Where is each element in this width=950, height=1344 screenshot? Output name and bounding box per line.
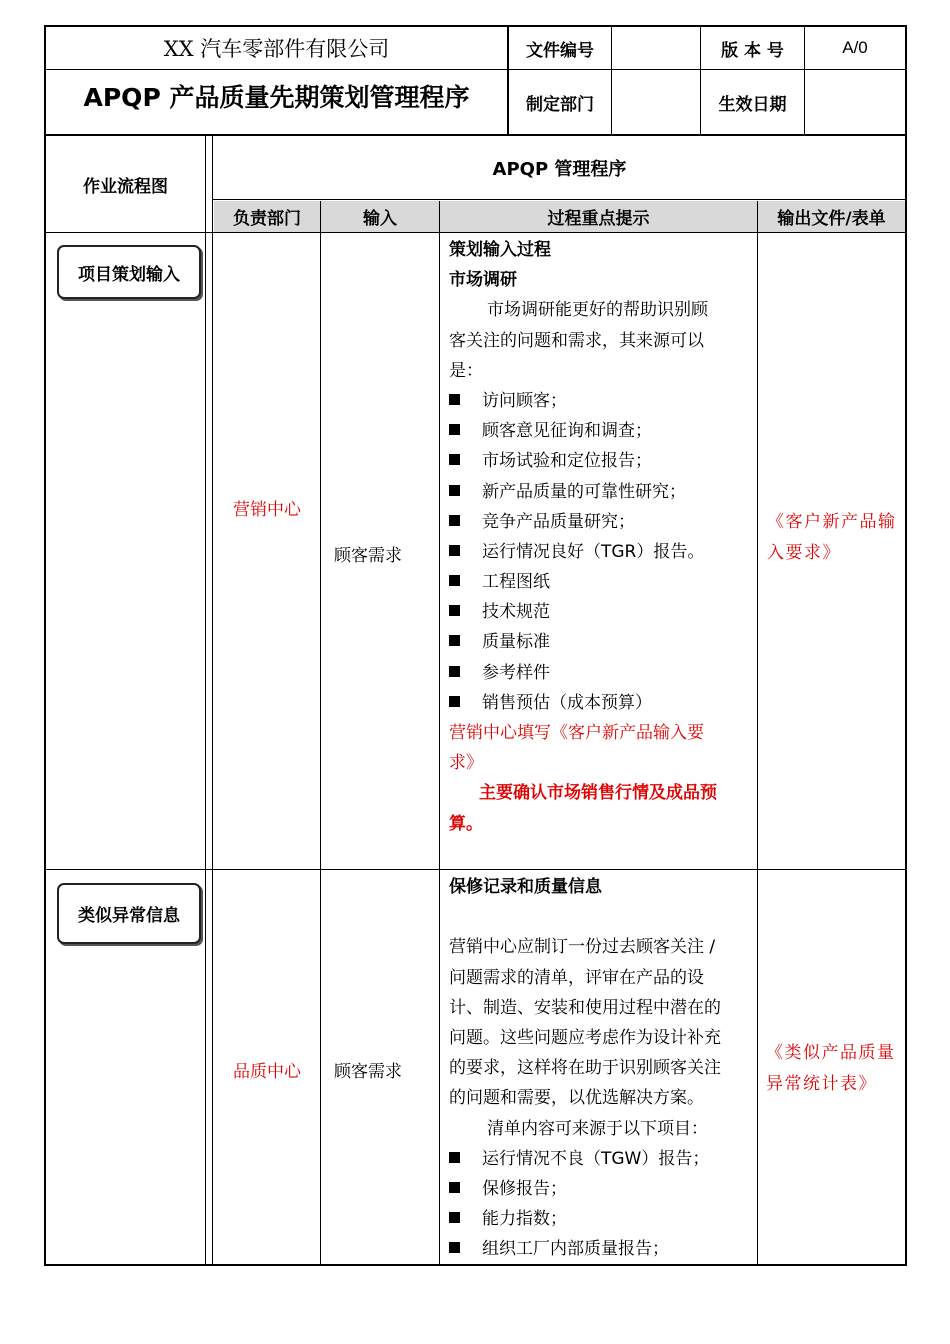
- main-header-divider: [213, 199, 905, 200]
- process-line-text: 组织工厂内部质量报告；: [482, 1239, 669, 1260]
- column-header-department: 负责部门: [233, 209, 301, 229]
- process-line: [449, 748, 751, 778]
- row1-output: 《客户新产品输入要求》: [767, 512, 897, 563]
- row-divider: [44, 869, 907, 870]
- process-line-text: 运行情况良好（TGR）报告。: [482, 541, 705, 562]
- header-divider-left: [44, 69, 507, 70]
- dept-label: 制定部门: [526, 95, 594, 115]
- document-title: APQP 产品质量先期策划管理程序: [83, 83, 470, 112]
- process-line-text: 质量标准: [482, 632, 550, 653]
- process-line-text: 算。: [449, 813, 483, 834]
- process-line-text: 的问题和需要，以优选解决方案。: [449, 1088, 704, 1109]
- doc-no-label: 文件编号: [526, 40, 594, 61]
- col-divider-3: [757, 201, 758, 1265]
- flow-column-double-line-b: [212, 136, 213, 1266]
- header-divider-right: [509, 69, 907, 70]
- bullet-square-icon: [449, 485, 460, 496]
- process-line-text: 是：: [449, 360, 483, 381]
- bullet-square-icon: [449, 545, 460, 556]
- row2-department: 品质中心: [233, 1061, 301, 1082]
- column-header-bottom: [44, 232, 907, 233]
- process-line-text: 客关注的问题和需求，其来源可以: [449, 330, 704, 351]
- process-line-text: 营销中心应制订一份过去顾客关注 /: [449, 937, 716, 958]
- row1-input: 顾客需求: [334, 545, 402, 566]
- process-line: [449, 1114, 751, 1144]
- process-line-text: 工程图纸: [482, 572, 550, 593]
- process-line: [449, 932, 751, 962]
- process-line: [449, 597, 751, 627]
- process-line-text: 参考样件: [482, 662, 550, 683]
- bullet-square-icon: [449, 515, 460, 526]
- process-line-text: 的要求，这样将在助于识别顾客关注: [449, 1058, 721, 1079]
- bullet-square-icon: [449, 454, 460, 465]
- bullet-square-icon: [449, 1212, 460, 1223]
- process-line-text: 运行情况不良（TGW）报告；: [482, 1148, 710, 1169]
- bullet-square-icon: [449, 605, 460, 616]
- process-line: [449, 1053, 751, 1083]
- process-line: [449, 537, 751, 567]
- main-procedure-header: APQP 管理程序: [492, 158, 627, 180]
- bullet-square-icon: [449, 1242, 460, 1253]
- column-header-process: 过程重点提示: [547, 209, 650, 229]
- version-label: 版 本 号: [721, 40, 784, 61]
- process-line: [449, 567, 751, 597]
- process-line: [449, 416, 751, 446]
- process-line: [449, 477, 751, 507]
- process-line-text: 求》: [449, 753, 483, 774]
- bullet-square-icon: [449, 635, 460, 646]
- process-line: [449, 386, 751, 416]
- effective-date-label: 生效日期: [718, 95, 787, 115]
- flow-chart-header: 作业流程图: [83, 176, 168, 197]
- process-line-text: 市场调研能更好的帮助识别顾: [487, 300, 708, 321]
- process-line: [449, 993, 751, 1023]
- process-line-text: 主要确认市场销售行情及成品预: [479, 783, 717, 804]
- process-line: [449, 1023, 751, 1053]
- company-name: XX 汽车零部件有限公司: [163, 37, 390, 61]
- process-line-text: 能力指数；: [482, 1209, 567, 1230]
- process-line-text: 竞争产品质量研究；: [482, 511, 635, 532]
- process-line: [449, 356, 751, 386]
- process-line-text: 问题。这些问题应考虑作为设计补充: [449, 1027, 721, 1048]
- process-line-text: 新产品质量的可靠性研究；: [482, 481, 686, 502]
- bullet-square-icon: [449, 424, 460, 435]
- bullet-square-icon: [449, 1152, 460, 1163]
- process-line: [449, 295, 751, 325]
- process-line: [449, 688, 751, 718]
- col-divider-1: [320, 201, 321, 1265]
- process-line: [449, 627, 751, 657]
- process-line: [449, 446, 751, 476]
- process-line: [449, 1083, 751, 1113]
- bullet-square-icon: [449, 696, 460, 707]
- process-line-text: 市场试验和定位报告；: [482, 451, 652, 472]
- effective-date-value: [805, 71, 905, 134]
- process-line: [449, 872, 751, 902]
- process-line: [449, 507, 751, 537]
- flow-step-label: 类似异常信息: [78, 906, 180, 926]
- doc-no-value: [612, 27, 700, 69]
- process-line: [449, 809, 751, 839]
- row1-department: 营销中心: [233, 499, 301, 520]
- process-line-text: 清单内容可来源于以下项目：: [487, 1118, 708, 1139]
- row2-input: 顾客需求: [334, 1061, 402, 1082]
- process-line: [449, 1204, 751, 1234]
- process-line: [449, 326, 751, 356]
- table-right-border: [905, 25, 907, 1266]
- bullet-square-icon: [449, 666, 460, 677]
- process-line: [449, 1174, 751, 1204]
- process-line: [449, 1144, 751, 1174]
- process-line-text: 计、制造、安装和使用过程中潜在的: [449, 997, 721, 1018]
- process-line-text: 保修记录和质量信息: [449, 877, 602, 897]
- process-line-text: 市场调研: [449, 270, 517, 291]
- flow-step-label: 项目策划输入: [78, 264, 180, 285]
- process-line-text: 营销中心填写《客户新产品输入要: [449, 723, 704, 743]
- process-line: [449, 902, 751, 932]
- process-line-text: 技术规范: [482, 602, 550, 623]
- process-line: [449, 658, 751, 688]
- process-line: [449, 265, 751, 295]
- column-header-input: 输入: [363, 209, 397, 229]
- row2-output: 《类似产品质量异常统计表》: [766, 1043, 896, 1094]
- dept-value: [612, 71, 700, 134]
- process-line: [449, 963, 751, 993]
- version-value: A/0: [842, 38, 868, 57]
- process-line-text: 问题需求的清单，评审在产品的设: [449, 967, 704, 988]
- process-line-text: 销售预估（成本预算）: [482, 692, 652, 713]
- column-header-output: 输出文件/表单: [777, 209, 886, 229]
- flow-column-double-line-a: [205, 136, 206, 1266]
- process-line-text: 顾客意见征询和调查；: [482, 421, 652, 442]
- process-line: [449, 1234, 751, 1264]
- row1-process-content: [449, 235, 751, 839]
- row2-process-content: [449, 872, 751, 1264]
- bullet-square-icon: [449, 1182, 460, 1193]
- col-divider-2: [439, 201, 440, 1265]
- process-line: [449, 718, 751, 748]
- flow-step-similar-anomaly-info: [57, 883, 201, 944]
- flow-step-project-planning-input: [57, 245, 201, 299]
- process-line: [449, 778, 751, 808]
- bullet-square-icon: [449, 575, 460, 586]
- bullet-square-icon: [449, 394, 460, 405]
- process-line: [449, 235, 751, 265]
- process-line-text: 保修报告；: [482, 1178, 567, 1199]
- process-line-text: 策划输入过程: [449, 240, 551, 260]
- process-line-text: 访问顾客；: [482, 390, 567, 411]
